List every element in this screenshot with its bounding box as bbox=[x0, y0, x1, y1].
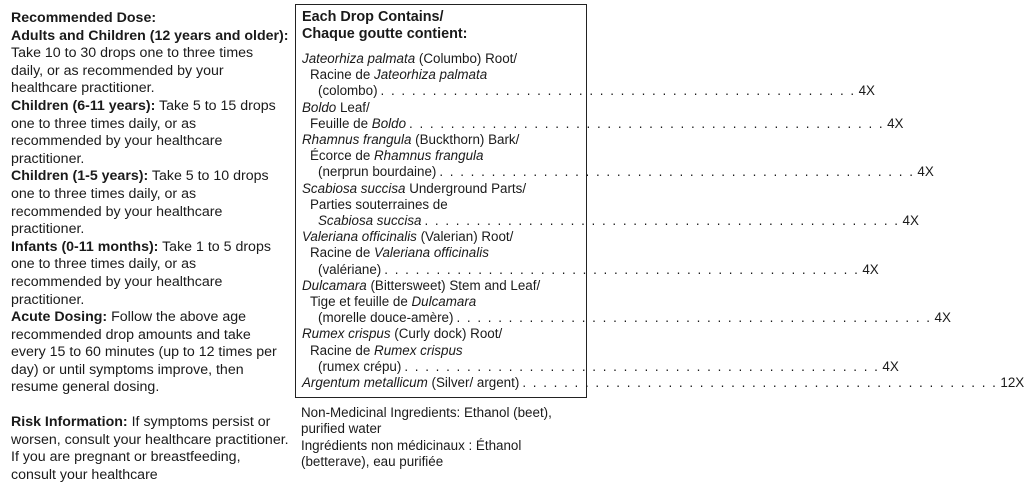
ingredient-rhamnus: Rhamnus frangula (Buckthorn) Bark/ Écorce de Rhamnus frangula (nerprun bourdaine) . . . . . . . . . . . . . . . . . . . . . . . . . . . . . . . . . . . . . . . . . . . . . . 4X bbox=[302, 132, 934, 180]
potency: 12X bbox=[1000, 375, 1024, 391]
heading-en: Each Drop Contains/ bbox=[302, 9, 444, 25]
dot-leader: . . . . . . . . . . . . . . . . . . . . . . . . . . . . . . . . . . . . . . . . . . . . . . bbox=[439, 164, 915, 180]
dot-leader: . . . . . . . . . . . . . . . . . . . . . . . . . . . . . . . . . . . . . . . . . . . . . . bbox=[456, 310, 932, 326]
risk-information-section bbox=[11, 414, 289, 484]
young-children-text: Take 5 to 10 drops one to three times daily, or as recommended by your healthcare practitioner. bbox=[11, 168, 269, 238]
dot-leader: . . . . . . . . . . . . . . . . . . . . . . . . . . . . . . . . . . . . . . . . . . . . . . bbox=[424, 213, 900, 229]
potency: 4X bbox=[934, 310, 951, 326]
ingredient-argentum: Argentum metallicum (Silver/ argent) . . . . . . . . . . . . . . . . . . . . . . . . . . . . . . . . . . . . . . . . . . . . . . 12X bbox=[302, 375, 1024, 391]
infants-text: Take 1 to 5 drops one to three times daily, or as recommended by your healthcare practitioner. bbox=[11, 238, 271, 308]
potency: 4X bbox=[882, 358, 899, 374]
dot-leader: . . . . . . . . . . . . . . . . . . . . . . . . . . . . . . . . . . . . . . . . . . . . . . bbox=[404, 358, 880, 374]
dose-heading: Recommended Dose: bbox=[11, 10, 157, 26]
acute-dosing-label: Acute Dosing: bbox=[11, 309, 108, 326]
children-text: Take 5 to 15 drops one to three times daily, or as recommended by your healthcare practitioner. bbox=[11, 97, 276, 167]
adults-label: Adults and Children (12 years and older): bbox=[11, 27, 289, 44]
dosage-column bbox=[11, 10, 289, 484]
ingredients-heading bbox=[302, 9, 580, 43]
potency: 4X bbox=[858, 83, 875, 99]
infants-label: Infants (0-11 months): bbox=[11, 238, 159, 255]
adults-text: Take 10 to 30 drops one to three times daily, or as recommended by your healthcare practitioner. bbox=[11, 45, 254, 97]
potency: 4X bbox=[917, 164, 934, 180]
potency: 4X bbox=[902, 213, 919, 229]
dot-leader: . . . . . . . . . . . . . . . . . . . . . . . . . . . . . . . . . . . . . . . . . . . . . . bbox=[380, 83, 856, 99]
heading-fr: Chaque goutte contient: bbox=[302, 26, 468, 42]
risk-label: Risk Information: bbox=[11, 414, 128, 431]
potency: 4X bbox=[887, 115, 904, 131]
risk-text: If symptoms persist or worsen, consult your healthcare practitioner. If you are pregnant or breastfeeding, consult your healthcare bbox=[11, 414, 289, 483]
ingredient-boldo: Boldo Leaf/ Feuille de Boldo . . . . . . . . . . . . . . . . . . . . . . . . . . . . . . . . . . . . . . . . . . . . . . 4X bbox=[302, 99, 904, 131]
ingredient-rumex: Rumex crispus (Curly dock) Root/ Racine de Rumex crispus (rumex crépu) . . . . . . . . . . . . . . . . . . . . . . . . . . . . . . . . . . . . . . . . . . . . . . 4X bbox=[302, 326, 899, 374]
acute-dosing-text: Follow the above age recommended drop amounts and take every 15 to 60 minutes (up to 12 times per day) or until symptoms improve, then resume general dosing. bbox=[11, 309, 277, 396]
children-label: Children (6-11 years): bbox=[11, 97, 156, 114]
ingredient-scabiosa: Scabiosa succisa Underground Parts/ Parties souterraines de Scabiosa succisa . . . . . . . . . . . . . . . . . . . . . . . . . . . . . . . . . . . . . . . . . . . . . . 4X bbox=[302, 180, 919, 229]
dot-leader: . . . . . . . . . . . . . . . . . . . . . . . . . . . . . . . . . . . . . . . . . . . . . . bbox=[409, 115, 885, 131]
potency: 4X bbox=[862, 261, 879, 277]
ingredients-box bbox=[295, 4, 1024, 398]
ingredient-jateorhiza: Jateorhiza palmata (Columbo) Root/ Racine de Jateorhiza palmata (colombo) . . . . . . . . . . . . . . . . . . . . . . . . . . . . . . . . . . . . . . . . . . . . . . 4X bbox=[302, 51, 875, 99]
ingredient-valeriana: Valeriana officinalis (Valerian) Root/ Racine de Valeriana officinalis (valériane) . . . . . . . . . . . . . . . . . . . . . . . . . . . . . . . . . . . . . . . . . . . . . . 4X bbox=[302, 229, 879, 277]
non-medicinal-ingredients bbox=[301, 405, 591, 471]
non-medicinal-en: Non-Medicinal Ingredients: Ethanol (beet), purified water bbox=[301, 405, 552, 437]
non-medicinal-fr: Ingrédients non médicinaux : Éthanol (betterave), eau purifiée bbox=[301, 437, 522, 470]
dot-leader: . . . . . . . . . . . . . . . . . . . . . . . . . . . . . . . . . . . . . . . . . . . . . . bbox=[522, 375, 998, 391]
ingredient-dulcamara: Dulcamara (Bittersweet) Stem and Leaf/ Tige et feuille de Dulcamara (morelle douce-amère) . . . . . . . . . . . . . . . . . . . . . . . . . . . . . . . . . . . . . . . . . . . . . . 4X bbox=[302, 277, 951, 326]
dot-leader: . . . . . . . . . . . . . . . . . . . . . . . . . . . . . . . . . . . . . . . . . . . . . . bbox=[384, 261, 860, 277]
young-children-label: Children (1-5 years): bbox=[11, 168, 149, 185]
recommended-dose-section bbox=[11, 10, 289, 397]
